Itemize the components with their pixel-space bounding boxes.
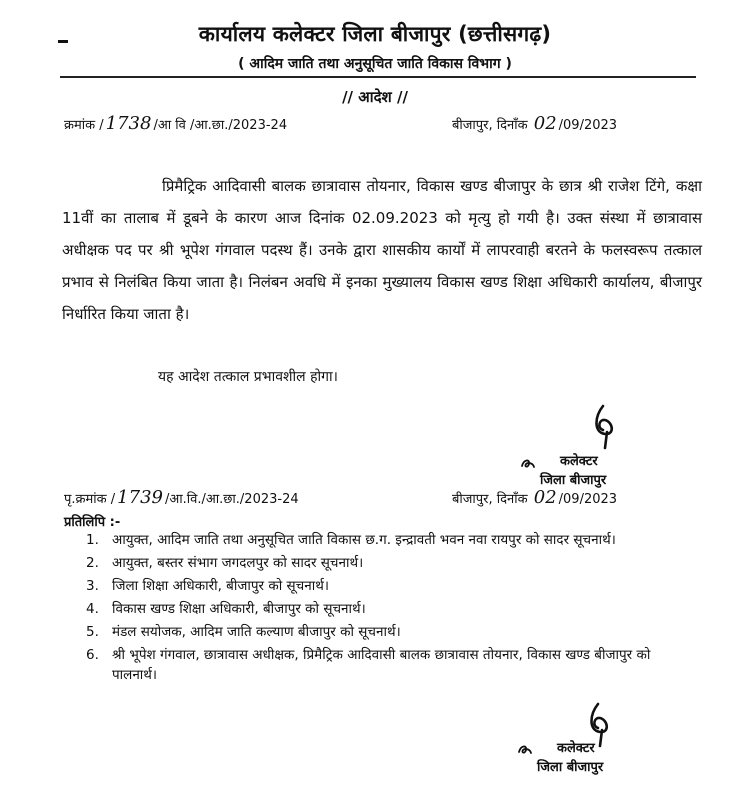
copy-heading: प्रतिलिपि :- — [64, 515, 121, 530]
copy-ref-suffix: /आ.वि./आ.छा./2023-24 — [164, 492, 299, 507]
copy-signatory-district: जिला बीजापुर — [537, 760, 604, 775]
order-body-paragraph: प्रिमैट्रिक आदिवासी बालक छात्रावास तोयनार, विकास खण्ड बीजापुर के छात्र श्री राजेश टिंगे, कक्षा 11वीं का तालाब में डूबने के कारण आज दिनांक 02.09.2023 को मृत्यु हो गयी है। उक्त संस्था में छात्रावास अधीक्षक पद पर श्री भूपेश गंगवाल पदस्थ हैं। उनके द्वारा शासकीय कार्यों में लापरवाही बरतने के फलस्वरूप तत्काल प्रभाव से निलंबित किया जाता है। निलंबन अवधि में इनका मुख्यालय विकास खण्ड शिक्षा अधिकारी कार्यालय, बीजापुर निर्धारित किया जाता है। — [62, 177, 702, 323]
initial-mark — [520, 456, 536, 470]
signatory-district: जिला बीजापुर — [540, 473, 607, 488]
order-ref-number: 1738 — [105, 113, 152, 134]
list-item: 3. जिला शिक्षा अधिकारी, बीजापुर को सूचनार्थ। — [86, 578, 329, 594]
initial-mark-copy — [517, 742, 533, 756]
order-day: 02 — [533, 113, 557, 134]
order-reference: क्रमांक / 1738 /आ वि /आ.छा./2023-24 — [64, 113, 288, 134]
order-heading: // आदेश // — [342, 88, 408, 106]
order-ref-label: क्रमांक — [64, 118, 96, 133]
list-item: 4. विकास खण्ड शिक्षा अधिकारी, बीजापुर को सूचनार्थ। — [86, 601, 366, 617]
list-item: 6. श्री भूपेश गंगवाल, छात्रावास अधीक्षक, प्रिमैट्रिक आदिवासी बालक छात्रावास तोयनार, विकास खण्ड बीजापुर को पालनार्थ। — [86, 647, 651, 683]
list-item: 2. आयुक्त, बस्तर संभाग जगदलपुर को सादर सूचनार्थ। — [86, 555, 364, 571]
copy-signatory-title: कलेक्टर — [557, 741, 595, 756]
copy-recipient-list — [86, 530, 686, 688]
list-item: 5. मंडल सयोजक, आदिम जाति कल्याण बीजापुर को सूचनार्थ। — [86, 624, 401, 640]
office-title: कार्यालय कलेक्टर जिला बीजापुर (छत्तीसगढ़) — [198, 22, 552, 46]
order-date — [452, 113, 617, 134]
order-date-label: बीजापुर, दिनाँक — [452, 118, 528, 133]
list-item: 1. आयुक्त, आदिम जाति तथा अनुसूचित जाति विकास छ.ग. इन्द्रावती भवन नवा रायपुर को सादर सूचनार्थ। — [86, 532, 616, 548]
copy-date — [452, 487, 617, 508]
order-month-year: /09/2023 — [558, 118, 618, 133]
copy-ref-number: 1739 — [117, 487, 163, 508]
copy-reference: पृ.क्रमांक / 1739 /आ.वि./आ.छा./2023-24 — [64, 487, 299, 508]
copy-ref-label: पृ.क्रमांक — [64, 492, 107, 507]
effective-statement: यह आदेश तत्काल प्रभावशील होगा। — [158, 369, 338, 385]
department-name: ( आदिम जाति तथा अनुसूचित जाति विकास विभाग ) — [238, 56, 512, 72]
copy-day: 02 — [533, 487, 557, 508]
order-ref-suffix: /आ वि /आ.छा./2023-24 — [153, 118, 288, 133]
copy-date-label: बीजापुर, दिनाँक — [452, 492, 528, 507]
collector-signature — [585, 402, 627, 450]
header-divider — [60, 76, 696, 78]
copy-month-year: /09/2023 — [558, 492, 618, 507]
signatory-title: कलेक्टर — [560, 454, 598, 469]
